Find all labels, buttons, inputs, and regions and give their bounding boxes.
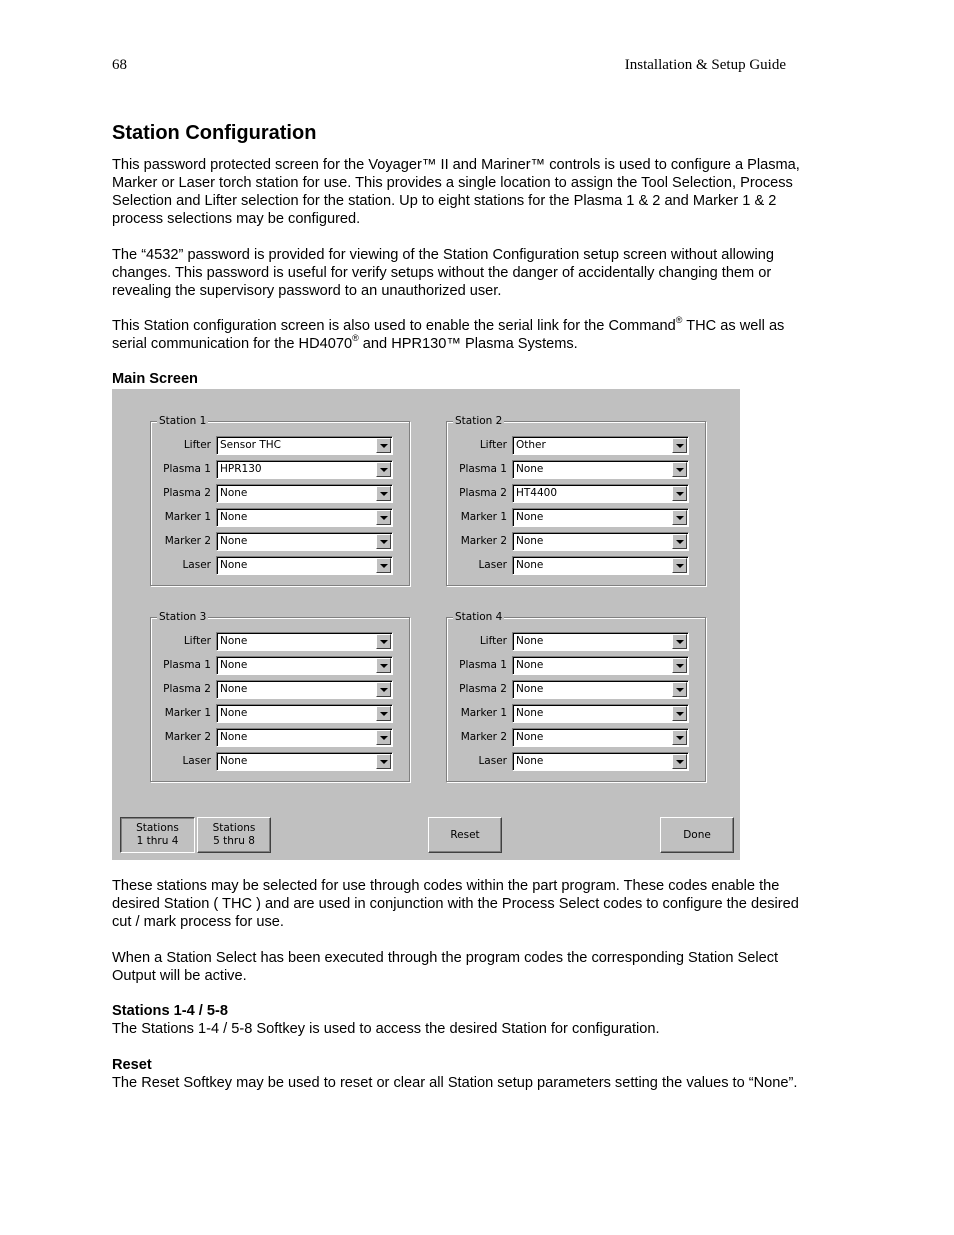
dropdown-arrow-icon[interactable] [672,510,687,525]
dropdown-arrow-icon[interactable] [376,634,391,649]
select-value: None [220,635,248,647]
station-1-plasma-1-select[interactable] [216,460,393,479]
station-1-marker-2-row [151,532,409,552]
done-button[interactable] [660,817,734,853]
station-4-laser-row [447,752,705,772]
field-label: Lifter [183,439,211,451]
dropdown-arrow-icon[interactable] [376,510,391,525]
station-4-lifter-select[interactable] [512,632,689,651]
field-label: Plasma 1 [459,463,507,475]
dropdown-arrow-icon[interactable] [376,682,391,697]
dropdown-arrow-icon[interactable] [672,706,687,721]
dropdown-arrow-icon[interactable] [672,534,687,549]
field-label: Marker 1 [460,511,507,523]
select-value: None [516,635,544,647]
main-screen-heading: Main Screen [112,371,198,387]
station-3-plasma-1-select[interactable] [216,656,393,675]
field-label: Laser [478,755,507,767]
station-3-laser-row [151,752,409,772]
station-1-marker-2-select[interactable] [216,532,393,551]
button-label-line-2: 1 thru 4 [136,835,179,847]
page-header [112,57,786,77]
button-label [136,822,179,848]
field-label: Plasma 2 [163,683,211,695]
station-2-plasma-2-row [447,484,705,504]
select-value: HT4400 [516,487,558,499]
station-4-marker-2-row [447,728,705,748]
station-1-laser-row [151,556,409,576]
station-4-plasma-2-row [447,680,705,700]
station-1-laser-select[interactable] [216,556,393,575]
dropdown-arrow-icon[interactable] [376,558,391,573]
station-4-marker-2-select[interactable] [512,728,689,747]
station-3-plasma-2-row [151,680,409,700]
reset-softkey-heading: Reset [112,1057,152,1073]
field-label: Lifter [479,635,507,647]
select-value: None [516,463,544,475]
select-value: None [220,707,248,719]
select-value: None [516,535,544,547]
station-2-group [446,415,706,586]
station-2-laser-select[interactable] [512,556,689,575]
select-value: None [516,659,544,671]
station-3-marker-2-select[interactable] [216,728,393,747]
select-value: HPR130 [220,463,262,475]
button-label-line-2: 5 thru 8 [213,835,255,847]
station-2-marker-1-row [447,508,705,528]
station-2-plasma-2-select[interactable] [512,484,689,503]
station-1-legend: Station 1 [159,415,207,427]
paragraph-stations-codes: These stations may be selected for use through codes within the part program. These codes enable the desired Station ( THC ) and are used in conjunction with the Process Select codes to configure the desired cut / mark process for use. [112,878,799,930]
station-4-plasma-1-row [447,656,705,676]
field-label: Marker 1 [164,511,211,523]
select-value: None [220,731,248,743]
station-1-marker-1-select[interactable] [216,508,393,527]
station-4-legend: Station 4 [455,611,503,623]
station-1-lifter-row [151,436,409,456]
station-4-plasma-1-select[interactable] [512,656,689,675]
field-label: Marker 2 [164,731,211,743]
dropdown-arrow-icon[interactable] [376,658,391,673]
paragraph-station-select: When a Station Select has been executed through the program codes the corresponding Station Select Output will be active. [112,950,779,984]
dropdown-arrow-icon[interactable] [672,486,687,501]
station-2-marker-1-select[interactable] [512,508,689,527]
field-label: Plasma 1 [459,659,507,671]
dropdown-arrow-icon[interactable] [376,534,391,549]
station-3-plasma-1-row [151,656,409,676]
select-value: None [516,683,544,695]
reset-button[interactable] [428,817,502,853]
dropdown-arrow-icon[interactable] [672,438,687,453]
field-label: Lifter [479,439,507,451]
station-2-legend: Station 2 [455,415,503,427]
button-label [213,822,256,848]
button-label: Reset [450,828,480,841]
intro-paragraph-1: This password protected screen for the Voyager™ II and Mariner™ controls is used to configure a Plasma, Marker or Laser torch station for use. This provides a single location to assign the Tool Selection, Process Selection and Lifter selection for the station. Up to eight stations for the Plasma 1 & 2 and Marker 1 & 2 process selections may be configured. [112,157,800,227]
button-label-line-1: Stations [136,822,179,834]
station-1-plasma-1-row [151,460,409,480]
field-label: Lifter [183,635,211,647]
field-label: Plasma 2 [163,487,211,499]
station-2-plasma-1-select[interactable] [512,460,689,479]
dropdown-arrow-icon[interactable] [672,658,687,673]
field-label: Marker 1 [460,707,507,719]
station-3-plasma-2-select[interactable] [216,680,393,699]
station-configuration-screen [112,389,740,860]
station-2-laser-row [447,556,705,576]
select-value: None [220,683,248,695]
dropdown-arrow-icon[interactable] [672,634,687,649]
dropdown-arrow-icon[interactable] [376,438,391,453]
select-value: None [220,511,248,523]
station-1-plasma-2-row [151,484,409,504]
page-number: 68 [112,57,127,73]
station-4-plasma-2-select[interactable] [512,680,689,699]
stations-5-thru-8-button[interactable] [197,817,271,853]
dropdown-arrow-icon[interactable] [672,754,687,769]
stations-softkey-description: The Stations 1-4 / 5-8 Softkey is used to access the desired Station for configuration. [112,1021,660,1037]
station-1-group [150,415,410,586]
intro-paragraph-3: This Station configuration screen is also used to enable the serial link for the Command® THC as well as serial communication for the HD4070® and HPR130™ Plasma Systems. [112,315,785,352]
dropdown-arrow-icon[interactable] [672,462,687,477]
station-4-lifter-row [447,632,705,652]
station-1-plasma-2-select[interactable] [216,484,393,503]
station-1-marker-1-row [151,508,409,528]
section-title: Station Configuration [112,122,317,144]
field-label: Marker 2 [164,535,211,547]
select-value: None [220,659,248,671]
select-value: None [516,755,544,767]
button-label-line-1: Stations [212,822,256,834]
stations-softkey-heading: Stations 1-4 / 5-8 [112,1003,228,1019]
reset-softkey-description: The Reset Softkey may be used to reset or clear all Station setup parameters setting the values to “None”. [112,1075,798,1091]
dropdown-arrow-icon[interactable] [672,730,687,745]
station-3-marker-1-select[interactable] [216,704,393,723]
station-4-marker-1-row [447,704,705,724]
dropdown-arrow-icon[interactable] [376,462,391,477]
guide-title: Installation & Setup Guide [624,57,786,73]
station-3-laser-select[interactable] [216,752,393,771]
station-4-marker-1-select[interactable] [512,704,689,723]
station-4-laser-select[interactable] [512,752,689,771]
select-value: None [220,535,248,547]
dropdown-arrow-icon[interactable] [672,558,687,573]
station-3-lifter-select[interactable] [216,632,393,651]
select-value: None [516,731,544,743]
dropdown-arrow-icon[interactable] [376,486,391,501]
station-4-group [446,611,706,782]
field-label: Marker 2 [460,535,507,547]
station-3-lifter-row [151,632,409,652]
dropdown-arrow-icon[interactable] [376,754,391,769]
dropdown-arrow-icon[interactable] [672,682,687,697]
station-2-lifter-row [447,436,705,456]
station-2-marker-2-select[interactable] [512,532,689,551]
select-value: None [220,487,248,499]
field-label: Plasma 2 [459,487,507,499]
dropdown-arrow-icon[interactable] [376,730,391,745]
select-value: None [516,707,544,719]
station-3-group [150,611,410,782]
button-label: Done [683,828,711,841]
station-2-plasma-1-row [447,460,705,480]
field-label: Plasma 1 [163,659,211,671]
field-label: Plasma 2 [459,683,507,695]
select-value: None [516,559,544,571]
station-3-marker-1-row [151,704,409,724]
station-2-lifter-select[interactable] [512,436,689,455]
select-value: Sensor THC [220,439,281,451]
field-label: Marker 2 [460,731,507,743]
station-1-lifter-select[interactable] [216,436,393,455]
dropdown-arrow-icon[interactable] [376,706,391,721]
field-label: Plasma 1 [163,463,211,475]
select-value: None [220,755,248,767]
field-label: Laser [182,755,211,767]
station-3-legend: Station 3 [159,611,207,623]
station-3-marker-2-row [151,728,409,748]
field-label: Laser [182,559,211,571]
stations-1-thru-4-button[interactable] [120,817,195,853]
select-value: None [220,559,248,571]
intro-paragraph-2: The “4532” password is provided for viewing of the Station Configuration setup screen without allowing changes. This password is useful for verify setups without the danger of accidentally changing them or revealing the supervisory password to an unauthorized user. [112,247,774,299]
field-label: Marker 1 [164,707,211,719]
field-label: Laser [478,559,507,571]
station-2-marker-2-row [447,532,705,552]
select-value: Other [516,439,546,451]
select-value: None [516,511,544,523]
